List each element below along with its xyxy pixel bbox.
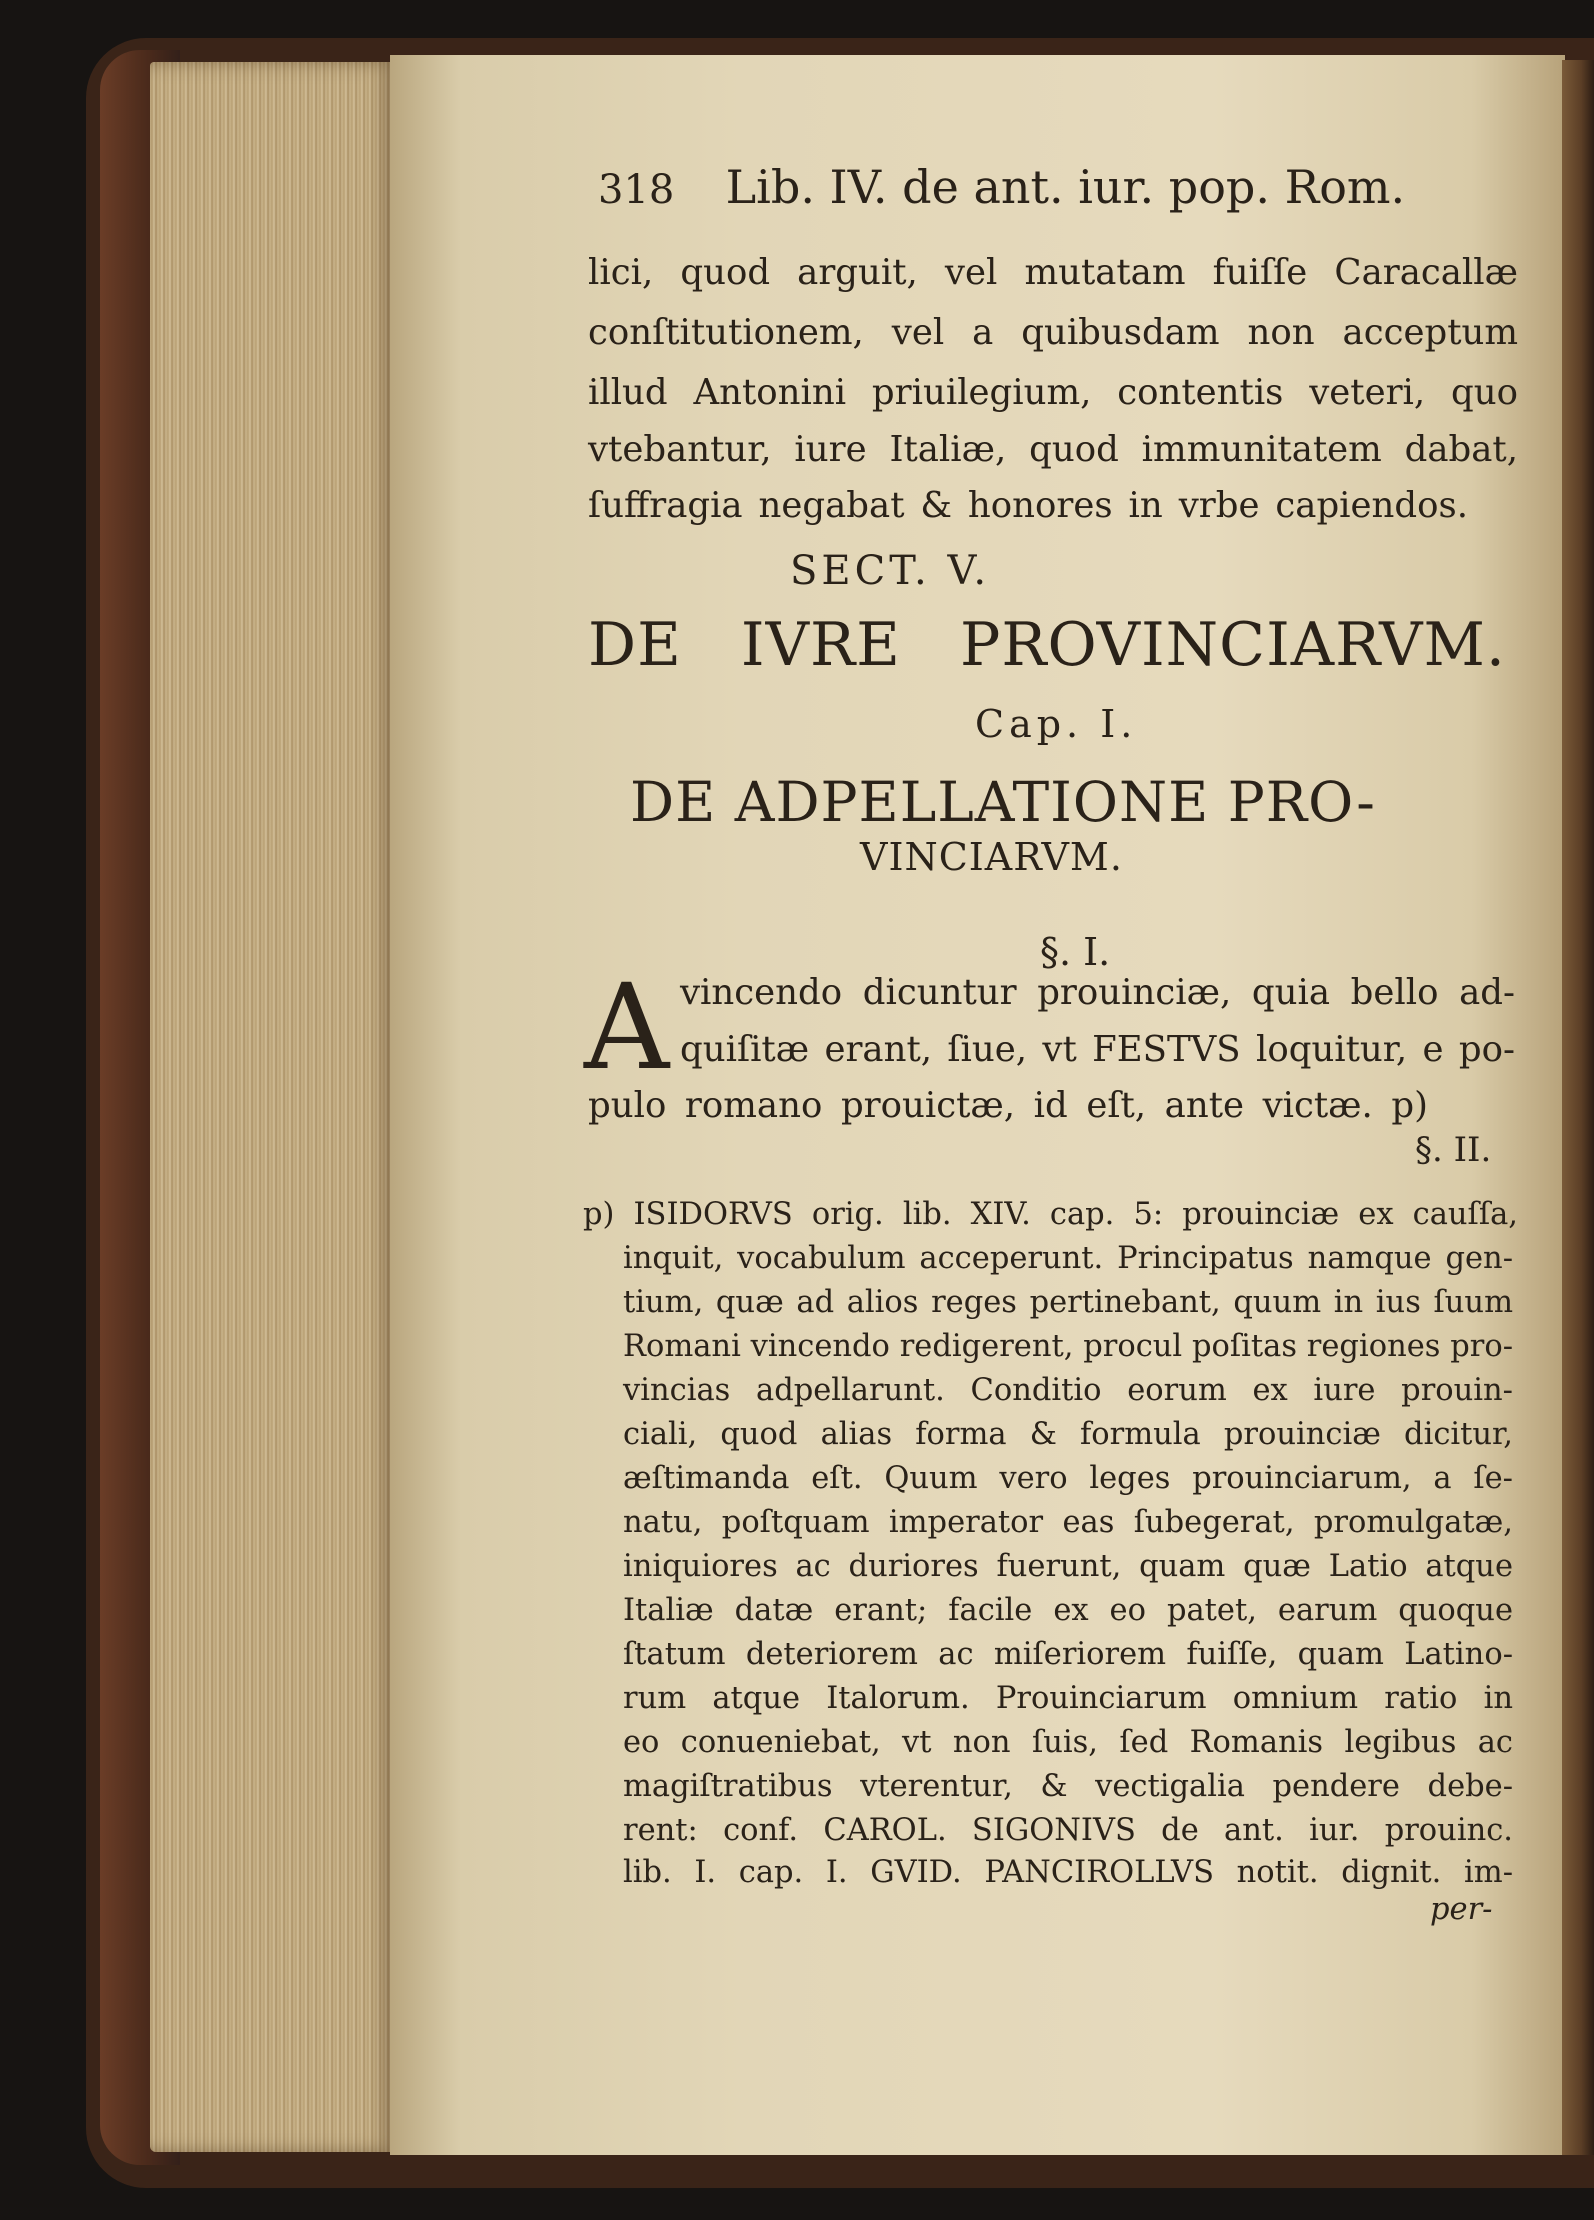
text-line: vtebantur, iure Italiæ, quod immunitatem dabat, <box>588 429 1518 470</box>
text-line: pulo romano prouictæ, id eſt, ante victæ. p) <box>588 1085 1428 1126</box>
footnote-line: magiſtratibus vterentur, & vectigalia pendere debe- <box>623 1769 1513 1804</box>
section-title: DE IVRE PROVINCIARVM. <box>588 610 1506 680</box>
footnote-line: Romani vincendo redigerent, procul poſitas regiones pro- <box>623 1329 1513 1364</box>
next-paragraph-mark: §. II. <box>1415 1130 1492 1170</box>
chapter-label: Cap. I. <box>975 702 1138 746</box>
footnote-line: ciali, quod alias forma & formula prouinciæ dicitur, <box>623 1417 1513 1452</box>
running-title: Lib. IV. de ant. iur. pop. Rom. <box>725 160 1406 214</box>
page-header <box>598 160 1405 214</box>
text-line: conſtitutionem, vel a quibusdam non acceptum <box>588 312 1518 353</box>
footnote-line: inquit, vocabulum acceperunt. Principatus namque gen- <box>623 1241 1513 1276</box>
footnote-line: iniquiores ac duriores fuerunt, quam quæ Latio atque <box>623 1549 1513 1584</box>
footnote-line: lib. I. cap. I. GVID. PANCIROLLVS notit. dignit. im- <box>623 1855 1513 1890</box>
text-line: illud Antonini priuilegium, contentis veteri, quo <box>588 372 1518 413</box>
text-line: lici, quod arguit, vel mutatam fuiſſe Caracallæ <box>588 252 1518 293</box>
footnote-line: vincias adpellarunt. Conditio eorum ex iure prouin- <box>623 1373 1513 1408</box>
footnote-line: eo conueniebat, vt non ſuis, ſed Romanis legibus ac <box>623 1725 1513 1760</box>
footnote-line: natu, poſtquam imperator eas ſubegerat, promulgatæ, <box>623 1505 1513 1540</box>
drop-cap: A <box>584 958 670 1096</box>
footnote-line: æſtimanda eſt. Quum vero leges prouinciarum, a ſe- <box>623 1461 1513 1496</box>
page-stack <box>150 62 395 2152</box>
chapter-title-line1: DE ADPELLATIONE PRO- <box>630 770 1376 834</box>
chapter-title-line2: VINCIARVM. <box>860 835 1123 879</box>
section-label: SECT. V. <box>790 548 991 594</box>
paragraph-mark: §. I. <box>1040 930 1111 974</box>
footnote-line: ſtatum deteriorem ac miſeriorem fuiſſe, quam Latino- <box>623 1637 1513 1672</box>
text-line: ſuffragia negabat & honores in vrbe capiendos. <box>588 485 1468 526</box>
catchword: per- <box>1430 1892 1493 1927</box>
page-number: 318 <box>598 167 675 213</box>
footnote-line: rum atque Italorum. Prouinciarum omnium ratio in <box>623 1681 1513 1716</box>
footnote-line: tium, quæ ad alios reges pertinebant, quum in ius ſuum <box>623 1285 1513 1320</box>
text-line: vincendo dicuntur prouinciæ, quia bello ad- <box>680 972 1515 1013</box>
facing-page-edge <box>1562 60 1594 2155</box>
footnote-line: p) ISIDORVS orig. lib. XIV. cap. 5: prouinciæ ex cauſſa, <box>583 1197 1518 1232</box>
footnote-line: rent: conf. CAROL. SIGONIVS de ant. iur. prouinc. <box>623 1813 1513 1848</box>
footnote-line: Italiæ datæ erant; facile ex eo patet, earum quoque <box>623 1593 1513 1628</box>
text-line: quiſitæ erant, ſiue, vt FESTVS loquitur, e po- <box>680 1029 1515 1070</box>
